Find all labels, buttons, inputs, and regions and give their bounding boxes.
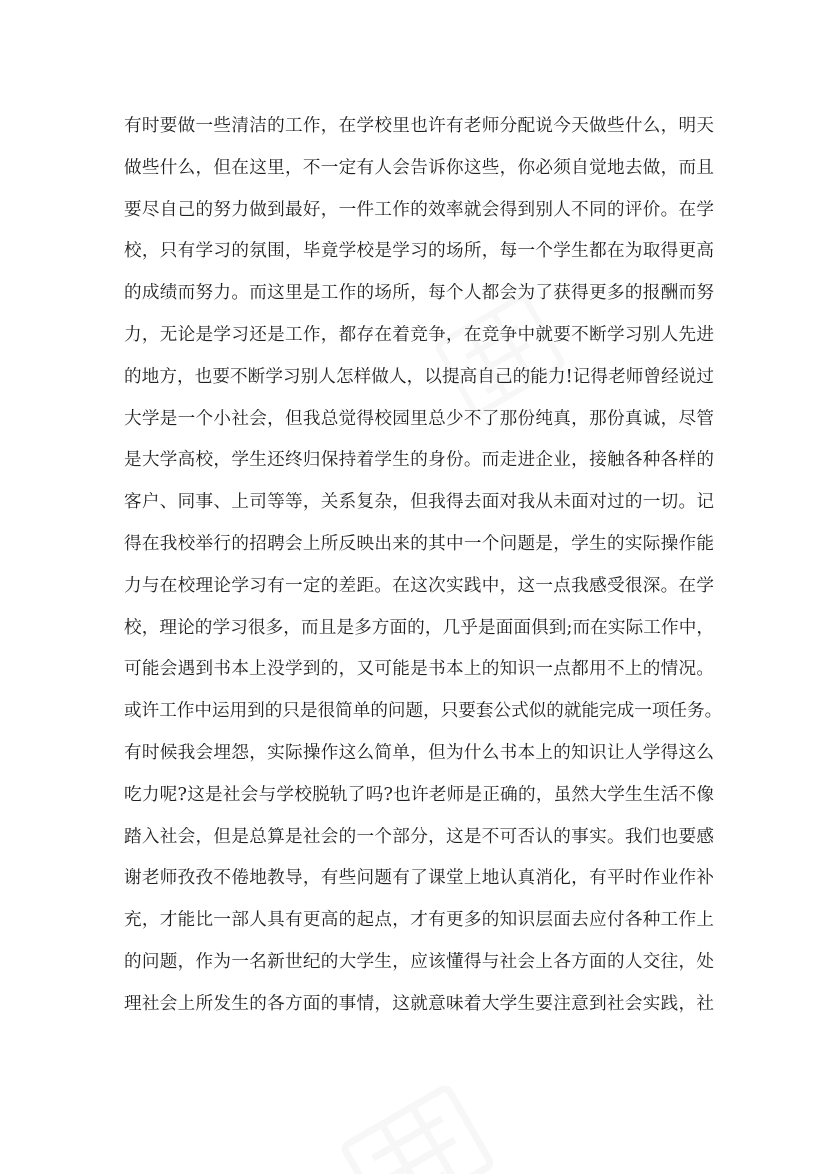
text-line: 力与在校理论学习有一定的差距。在这次实践中，这一点我感受很深。在学	[124, 575, 714, 596]
text-line: 做些什么，但在这里，不一定有人会告诉你这些，你必须自觉地去做，而且	[124, 157, 714, 178]
text-line: 校，理论的学习很多，而且是多方面的，几乎是面面俱到;而在实际工作中，	[124, 617, 714, 638]
text-line: 有时要做一些清洁的工作，在学校里也许有老师分配说今天做些什么，明天	[124, 116, 714, 136]
text-line: 要尽自己的努力做到最好，一件工作的效率就会得到别人不同的评价。在学	[124, 199, 714, 220]
text-line: 踏入社会，但是总算是社会的一个部分，这是不可否认的事实。我们也要感	[124, 826, 714, 847]
text-line: 谢老师孜孜不倦地教导，有些问题有了课堂上地认真消化，有平时作业作补	[124, 868, 714, 889]
body-text	[124, 106, 723, 1026]
text-line: 充，才能比一部人具有更高的起点，才有更多的知识层面去应付各种工作上	[124, 910, 714, 931]
text-line: 校，只有学习的氛围，毕竟学校是学习的场所，每一个学生都在为取得更高	[124, 241, 714, 262]
text-line: 的成绩而努力。而这里是工作的场所，每个人都会为了获得更多的报酬而努	[124, 283, 714, 304]
text-line: 的问题，作为一名新世纪的大学生，应该懂得与社会上各方面的人交往，处	[124, 951, 714, 972]
text-line: 的地方，也要不断学习别人怎样做人，以提高自己的能力!记得老师曾经说过	[124, 366, 714, 387]
text-line: 可能会遇到书本上没学到的，又可能是书本上的知识一点都用不上的情况。	[124, 659, 714, 680]
text-line: 吃力呢?这是社会与学校脱轨了吗?也许老师是正确的，虽然大学生生活不像	[124, 784, 714, 805]
text-line: 大学是一个小社会，但我总觉得校园里总少不了那份纯真，那份真诚，尽管	[124, 408, 714, 429]
text-line: 有时候我会埋怨，实际操作这么简单，但为什么书本上的知识让人学得这么	[124, 742, 714, 763]
text-line: 客户、同事、上司等等，关系复杂，但我得去面对我从未面对过的一切。记	[124, 492, 714, 513]
text-line: 力，无论是学习还是工作，都存在着竞争，在竞争中就要不断学习别人先进	[124, 324, 714, 345]
text-line: 理社会上所发生的各方面的事情，这就意味着大学生要注意到社会实践，社	[124, 993, 714, 1014]
text-line: 是大学高校，学生还终归保持着学生的身份。而走进企业，接触各种各样的	[124, 450, 714, 471]
text-line: 或许工作中运用到的只是很简单的问题，只要套公式似的就能完成一项任务。	[124, 701, 723, 722]
text-line: 得在我校举行的招聘会上所反映出来的其中一个问题是，学生的实际操作能	[124, 533, 714, 554]
watermark-stamp-icon	[340, 1080, 500, 1174]
